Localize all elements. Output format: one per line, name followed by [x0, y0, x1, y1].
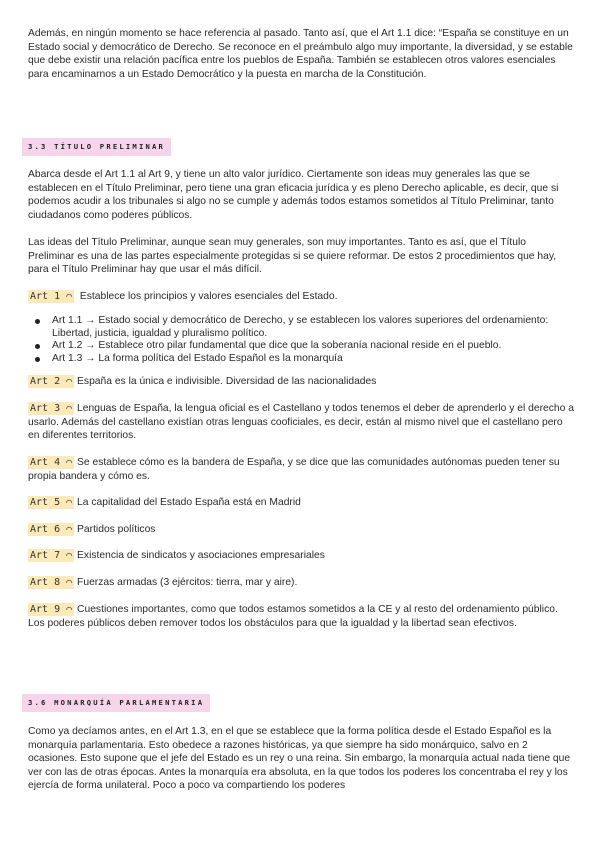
article-8	[28, 576, 574, 590]
article-9-label: Art 9 ⌒	[30, 604, 73, 615]
article-4	[28, 456, 574, 483]
article-5	[28, 496, 574, 510]
article-4-text: Se establece cómo es la bandera de España, y se dice que las comunidades autónomas pueden tener su propia bandera y cómo es.	[28, 457, 560, 482]
section-heading-titulo-preliminar: 3.3 TÍTULO PRELIMINAR	[22, 138, 171, 156]
preliminar-paragraph-2: Las ideas del Título Preliminar, aunque sean muy generales, son muy importantes. Tanto es así, que el Título Preliminar es una de las partes especialmente protegidas si se quiere reformar. De estos 2 procedimientos que hay, para el Título Preliminar hay que usar el más difícil.	[28, 237, 557, 276]
article-6-label: Art 6 ⌒	[30, 524, 73, 535]
article-2-text: España es la única e indivisible. Diversidad de las nacionalidades	[77, 376, 377, 387]
list-item: Art 1.3 → La forma política del Estado Español es la monarquía	[28, 353, 574, 366]
article-3-label: Art 3 ⌒	[30, 403, 73, 414]
article-6	[28, 523, 574, 537]
list-item: Art 1.2 → Establece otro pilar fundamental que dice que la soberanía nacional reside en el pueblo.	[28, 340, 574, 353]
article-1-text: Establece los principios y valores esenciales del Estado.	[79, 291, 338, 302]
article-9	[28, 603, 574, 630]
article-3	[28, 402, 574, 443]
article-8-label: Art 8 ⌒	[30, 577, 73, 588]
article-1	[28, 290, 574, 304]
list-item: Art 1.1 → Estado social y democrático de Derecho, y se establecen los valores superiores del ordenamiento: Libertad, justicia, igualdad y pluralismo político.	[28, 315, 574, 340]
intro-paragraph: Además, en ningún momento se hace referencia al pasado. Tanto así, que el Art 1.1 dice: “España se constituye en un Estado social y democrático de Derecho. Se reconoce en el preámbulo algo muy importante, la diversidad, y se estable que debe existir una relación pacífica entre los pueblos de España. También se establecen otros valores esenciales para encaminarnos a un Estado Democrático y la puesta en marcha de la Constitución.	[28, 28, 573, 80]
article-9-text: Cuestiones importantes, como que todos estamos sometidos a la CE y al resto del ordenamiento público. Los poderes públicos deben remover todos los obstáculos para que la igualdad y la libertad sean efectivos.	[28, 604, 558, 629]
article-3-text: Lenguas de España, la lengua oficial es el Castellano y todos tenemos el deber de aprenderlo y el derecho a usarlo. Además del castellano existían otras lenguas cooficiales, es decir, están al mismo nivel que el castellano pero en diferentes territorios.	[28, 403, 574, 442]
article-8-text: Fuerzas armadas (3 ejércitos: tierra, mar y aire).	[77, 577, 298, 588]
preliminar-paragraph-1: Abarca desde el Art 1.1 al Art 9, y tiene un alto valor jurídico. Ciertamente son ideas muy generales las que se establecen en el Título Preliminar, pero tiene una gran eficacia jurídica y es pleno Derecho aplicable, es decir, que si podemos acudir a los tribunales si algo no se cumple y además todos estamos sometidos al Título Preliminar, tanto ciudadanos como poderes públicos.	[28, 169, 559, 221]
article-4-label: Art 4 ⌒	[30, 457, 73, 468]
article-7-text: Existencia de sindicatos y asociaciones empresariales	[77, 550, 325, 561]
article-2-label: Art 2 ⌒	[30, 376, 73, 387]
article-7-label: Art 7 ⌒	[30, 550, 73, 561]
section-heading-monarquia-parlamentaria: 3.6 MONARQUÍA PARLAMENTARIA	[22, 694, 210, 712]
article-2	[28, 375, 574, 389]
article-7	[28, 549, 574, 563]
monarquia-paragraph: Como ya decíamos antes, en el Art 1.3, en el que se establece que la forma política desde el Estado Español es la monarquía parlamentaria. Esto obedece a razones históricas, ya que siempre ha sido monárquico, salvo en 2 ocasiones. Esto supone que el jefe del Estado es un rey o una reina. Sin embargo, la monarquía actual nada tiene que ver con las de otras épocas. Antes la monarquía era absoluta, en la que todos los poderes los concentraba el rey y los ejercía de forma unilateral. Poco a poco va compartiendo los poderes	[28, 726, 571, 792]
article-1-bullet-list	[28, 315, 574, 365]
article-1-label: Art 1 ⌒	[30, 291, 73, 302]
article-5-label: Art 5 ⌒	[30, 497, 73, 508]
article-5-text: La capitalidad del Estado España está en Madrid	[77, 497, 301, 508]
article-6-text: Partidos políticos	[77, 524, 156, 535]
